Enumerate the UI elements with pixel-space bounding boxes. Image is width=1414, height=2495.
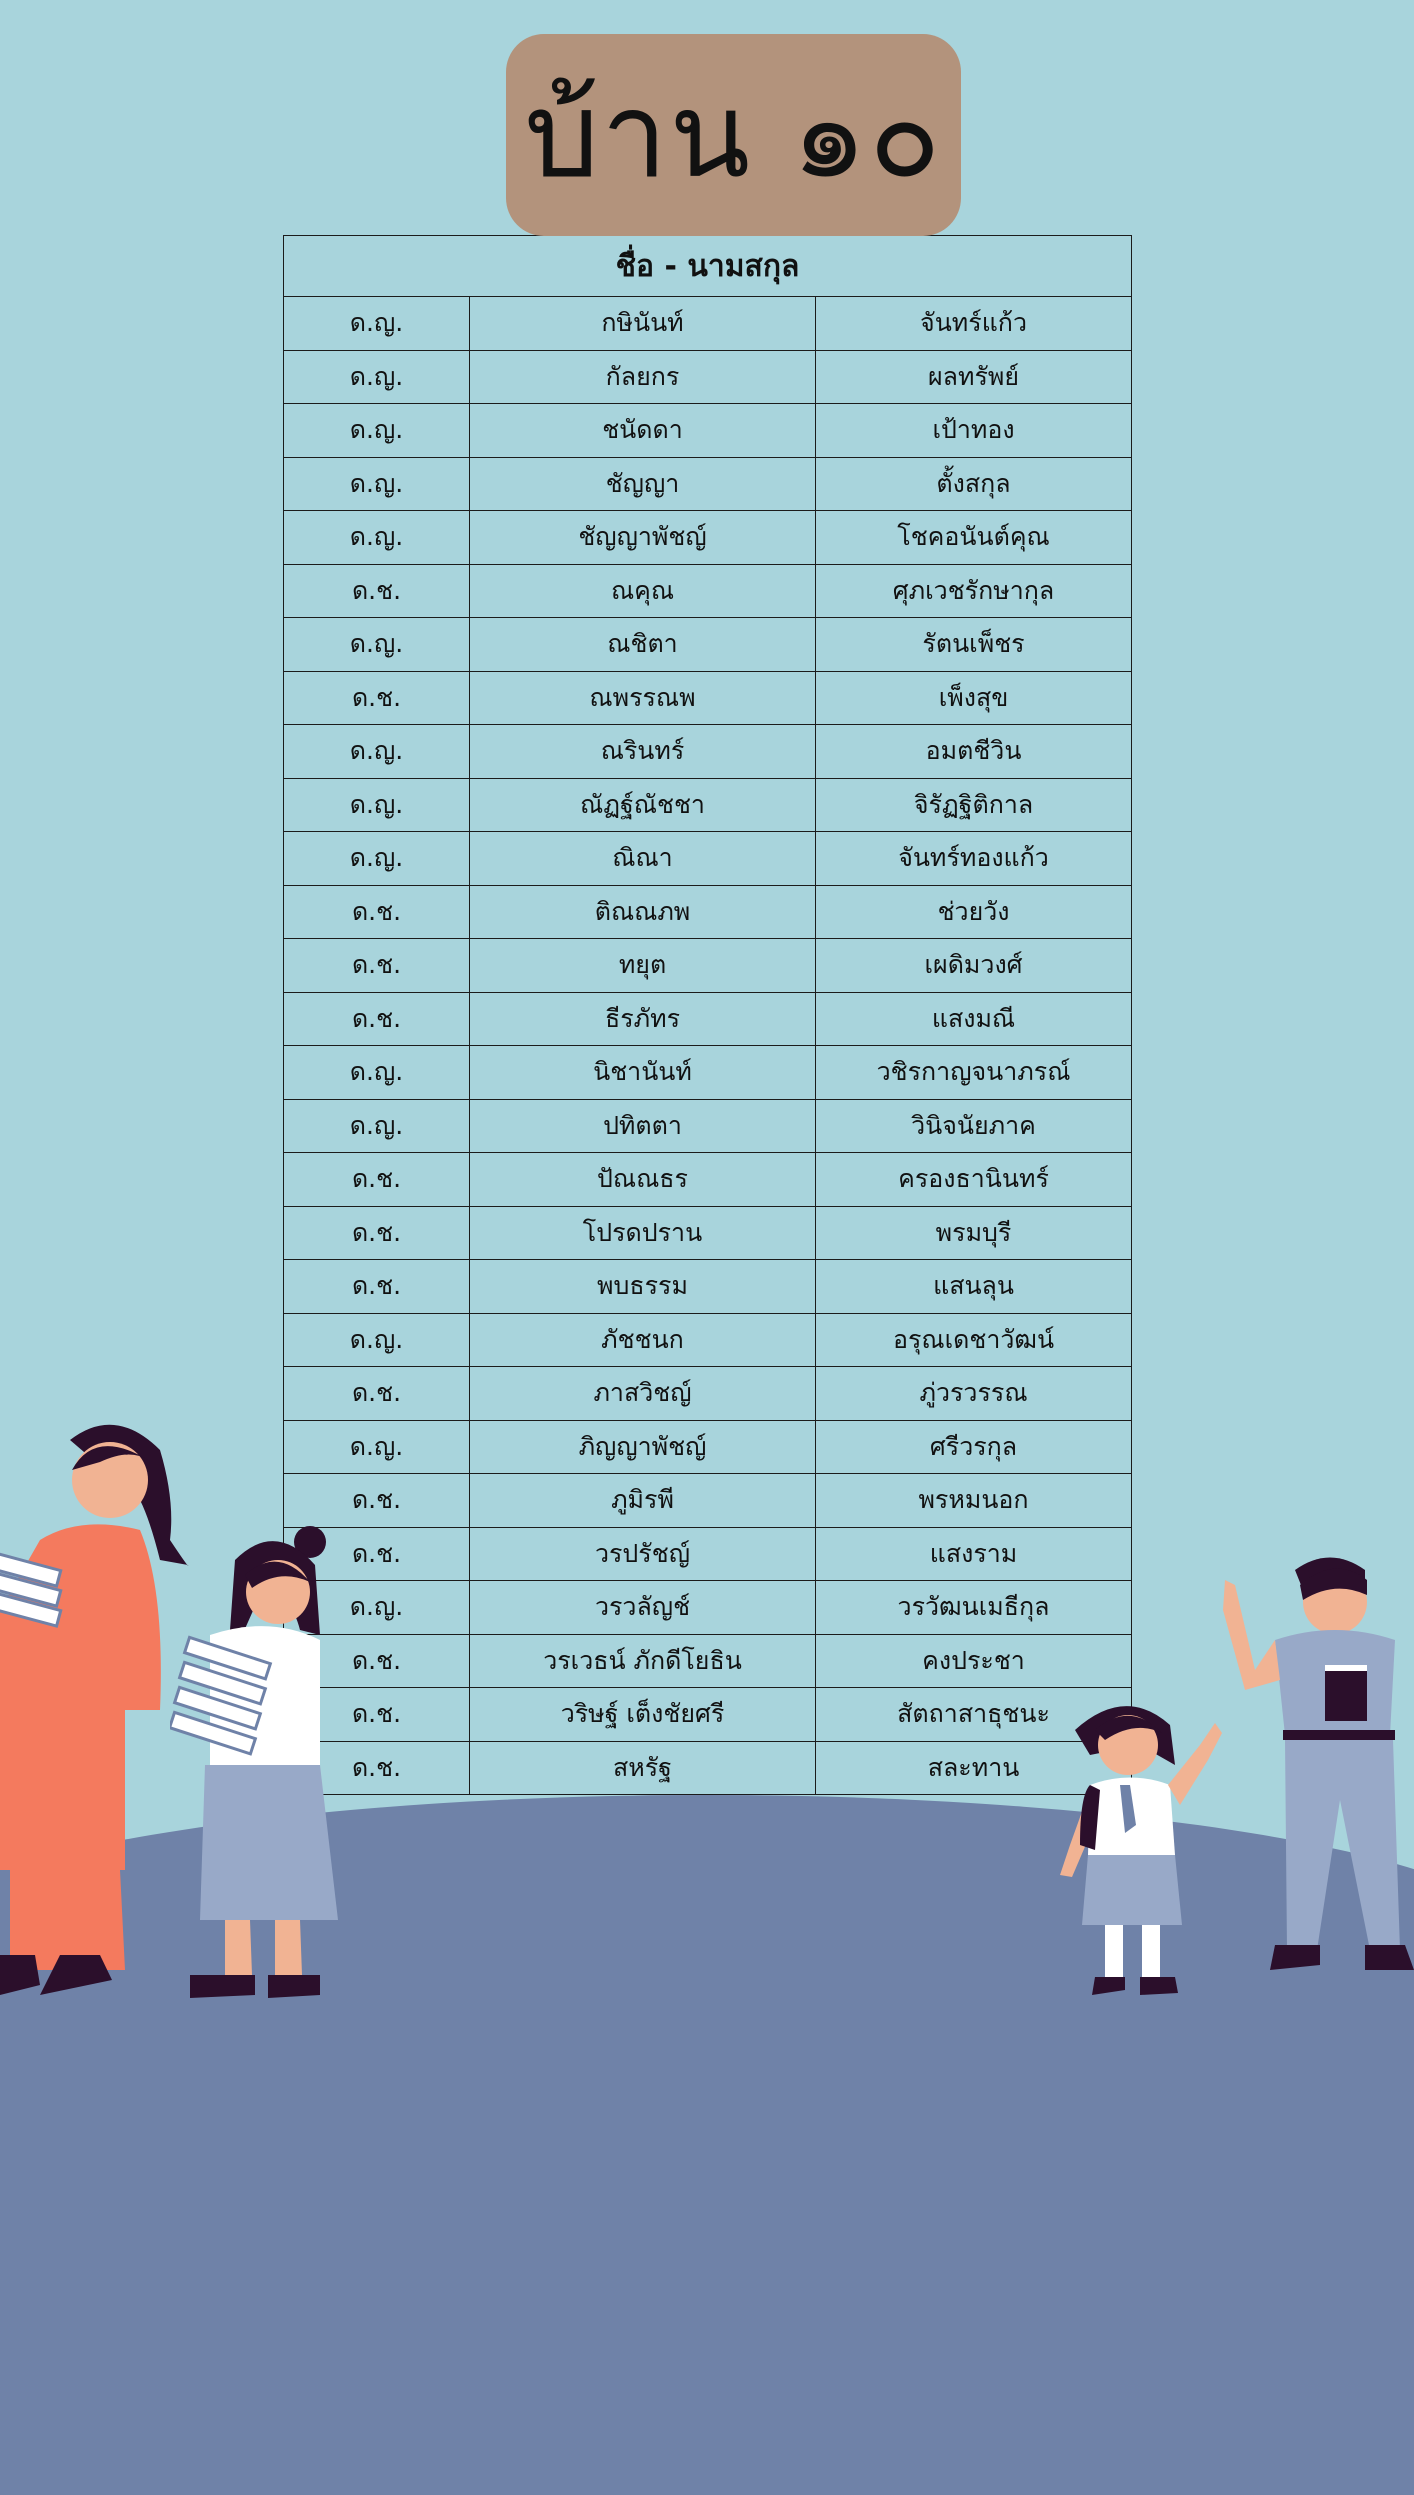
last-name-cell: อรุณเดชาวัฒน์ bbox=[816, 1313, 1132, 1367]
table-row bbox=[284, 1634, 1132, 1688]
last-name-cell: พรมบุรี bbox=[816, 1206, 1132, 1260]
prefix-cell: ด.ญ. bbox=[284, 297, 470, 351]
prefix-cell: ด.ญ. bbox=[284, 404, 470, 458]
table-row bbox=[284, 404, 1132, 458]
first-name-cell: วรวลัญช์ bbox=[470, 1581, 816, 1635]
first-name-cell: ปทิตตา bbox=[470, 1099, 816, 1153]
last-name-cell: สัตถาสาธุชนะ bbox=[816, 1688, 1132, 1742]
prefix-cell: ด.ญ. bbox=[284, 1099, 470, 1153]
last-name-cell: แสงราม bbox=[816, 1527, 1132, 1581]
prefix-cell: ด.ญ. bbox=[284, 1313, 470, 1367]
table-header: ชื่อ - นามสกุล bbox=[284, 236, 1132, 297]
first-name-cell: ภูมิรพี bbox=[470, 1474, 816, 1528]
first-name-cell: ชนัดดา bbox=[470, 404, 816, 458]
table-row bbox=[284, 832, 1132, 886]
title-banner bbox=[506, 34, 961, 236]
prefix-cell: ด.ช. bbox=[284, 885, 470, 939]
prefix-cell: ด.ช. bbox=[284, 1206, 470, 1260]
prefix-cell: ด.ญ. bbox=[284, 457, 470, 511]
table-body bbox=[284, 297, 1132, 1795]
prefix-cell: ด.ช. bbox=[284, 1153, 470, 1207]
table-row bbox=[284, 885, 1132, 939]
prefix-cell: ด.ช. bbox=[284, 1367, 470, 1421]
table-row bbox=[284, 1367, 1132, 1421]
first-name-cell: ปัณณธร bbox=[470, 1153, 816, 1207]
prefix-cell: ด.ช. bbox=[284, 671, 470, 725]
last-name-cell: ครองธานินทร์ bbox=[816, 1153, 1132, 1207]
first-name-cell: ณัฏฐ์ณัชชา bbox=[470, 778, 816, 832]
first-name-cell: สหรัฐ bbox=[470, 1741, 816, 1795]
prefix-cell: ด.ญ. bbox=[284, 1420, 470, 1474]
last-name-cell: ภู่วรวรรณ bbox=[816, 1367, 1132, 1421]
prefix-cell: ด.ช. bbox=[284, 564, 470, 618]
student-roster-table bbox=[283, 235, 1132, 1795]
prefix-cell: ด.ช. bbox=[284, 1527, 470, 1581]
last-name-cell: ตั้งสกุล bbox=[816, 457, 1132, 511]
page-title: บ้าน ๑๐ bbox=[524, 66, 943, 204]
table-row bbox=[284, 457, 1132, 511]
first-name-cell: ธีรภัทร bbox=[470, 992, 816, 1046]
table-row bbox=[284, 1474, 1132, 1528]
table-row bbox=[284, 1527, 1132, 1581]
table-row bbox=[284, 564, 1132, 618]
last-name-cell: แสงมณี bbox=[816, 992, 1132, 1046]
table-row bbox=[284, 350, 1132, 404]
last-name-cell: ช่วยวัง bbox=[816, 885, 1132, 939]
table-row bbox=[284, 1741, 1132, 1795]
last-name-cell: อมตชีวิน bbox=[816, 725, 1132, 779]
last-name-cell: ศุภเวชรักษากุล bbox=[816, 564, 1132, 618]
first-name-cell: กษินันท์ bbox=[470, 297, 816, 351]
first-name-cell: ณรินทร์ bbox=[470, 725, 816, 779]
last-name-cell: เผดิมวงศ์ bbox=[816, 939, 1132, 993]
table-row bbox=[284, 1206, 1132, 1260]
table-row bbox=[284, 725, 1132, 779]
table-row bbox=[284, 618, 1132, 672]
last-name-cell: แสนลุน bbox=[816, 1260, 1132, 1314]
first-name-cell: ณคุณ bbox=[470, 564, 816, 618]
table-row bbox=[284, 778, 1132, 832]
first-name-cell: ชัญญา bbox=[470, 457, 816, 511]
table-row bbox=[284, 1688, 1132, 1742]
table-row bbox=[284, 297, 1132, 351]
student-girl-books-illustration bbox=[170, 1520, 345, 2000]
first-name-cell: วรปรัชญ์ bbox=[470, 1527, 816, 1581]
table-row bbox=[284, 511, 1132, 565]
first-name-cell: วรเวธน์ ภักดีโยธิน bbox=[470, 1634, 816, 1688]
last-name-cell: เพ็งสุข bbox=[816, 671, 1132, 725]
first-name-cell: ณพรรณพ bbox=[470, 671, 816, 725]
first-name-cell: วริษฐ์ เต็งชัยศรี bbox=[470, 1688, 816, 1742]
last-name-cell: ศรีวรกุล bbox=[816, 1420, 1132, 1474]
prefix-cell: ด.ช. bbox=[284, 1741, 470, 1795]
prefix-cell: ด.ญ. bbox=[284, 1581, 470, 1635]
table-row bbox=[284, 1313, 1132, 1367]
first-name-cell: ชัญญาพัชญ์ bbox=[470, 511, 816, 565]
first-name-cell: ณิณา bbox=[470, 832, 816, 886]
last-name-cell: วชิรกาญจนาภรณ์ bbox=[816, 1046, 1132, 1100]
last-name-cell: พรหมนอก bbox=[816, 1474, 1132, 1528]
first-name-cell: ณชิตา bbox=[470, 618, 816, 672]
last-name-cell: จันทร์ทองแก้ว bbox=[816, 832, 1132, 886]
prefix-cell: ด.ช. bbox=[284, 1260, 470, 1314]
last-name-cell: เป้าทอง bbox=[816, 404, 1132, 458]
last-name-cell: โชคอนันต์คุณ bbox=[816, 511, 1132, 565]
prefix-cell: ด.ญ. bbox=[284, 511, 470, 565]
table-row bbox=[284, 939, 1132, 993]
prefix-cell: ด.ญ. bbox=[284, 725, 470, 779]
last-name-cell: ผลทรัพย์ bbox=[816, 350, 1132, 404]
prefix-cell: ด.ช. bbox=[284, 1688, 470, 1742]
prefix-cell: ด.ญ. bbox=[284, 778, 470, 832]
last-name-cell: สละทาน bbox=[816, 1741, 1132, 1795]
first-name-cell: โปรดปราน bbox=[470, 1206, 816, 1260]
table-header-row bbox=[284, 236, 1132, 297]
table-row bbox=[284, 1420, 1132, 1474]
table-row bbox=[284, 992, 1132, 1046]
last-name-cell: จิรัฏฐิติกาล bbox=[816, 778, 1132, 832]
last-name-cell: วรวัฒนเมธีกุล bbox=[816, 1581, 1132, 1635]
last-name-cell: จันทร์แก้ว bbox=[816, 297, 1132, 351]
prefix-cell: ด.ญ. bbox=[284, 1046, 470, 1100]
prefix-cell: ด.ญ. bbox=[284, 832, 470, 886]
prefix-cell: ด.ญ. bbox=[284, 350, 470, 404]
table-row bbox=[284, 1581, 1132, 1635]
first-name-cell: ภิญญาพัชญ์ bbox=[470, 1420, 816, 1474]
prefix-cell: ด.ญ. bbox=[284, 618, 470, 672]
table-row bbox=[284, 1099, 1132, 1153]
last-name-cell: รัตนเพ็ชร bbox=[816, 618, 1132, 672]
last-name-cell: วินิจนัยภาค bbox=[816, 1099, 1132, 1153]
prefix-cell: ด.ช. bbox=[284, 939, 470, 993]
prefix-cell: ด.ช. bbox=[284, 1634, 470, 1688]
first-name-cell: กัลยกร bbox=[470, 350, 816, 404]
table-row bbox=[284, 1153, 1132, 1207]
first-name-cell: ทยุต bbox=[470, 939, 816, 993]
table-row bbox=[284, 1260, 1132, 1314]
table-row bbox=[284, 671, 1132, 725]
prefix-cell: ด.ช. bbox=[284, 1474, 470, 1528]
first-name-cell: ภาสวิชญ์ bbox=[470, 1367, 816, 1421]
teacher-man-illustration bbox=[1215, 1540, 1414, 2000]
first-name-cell: พบธรรม bbox=[470, 1260, 816, 1314]
first-name-cell: ติณณภพ bbox=[470, 885, 816, 939]
first-name-cell: นิชานันท์ bbox=[470, 1046, 816, 1100]
table-row bbox=[284, 1046, 1132, 1100]
prefix-cell: ด.ช. bbox=[284, 992, 470, 1046]
last-name-cell: คงประชา bbox=[816, 1634, 1132, 1688]
first-name-cell: ภัชชนก bbox=[470, 1313, 816, 1367]
student-girl-waving-illustration bbox=[1050, 1685, 1240, 2000]
